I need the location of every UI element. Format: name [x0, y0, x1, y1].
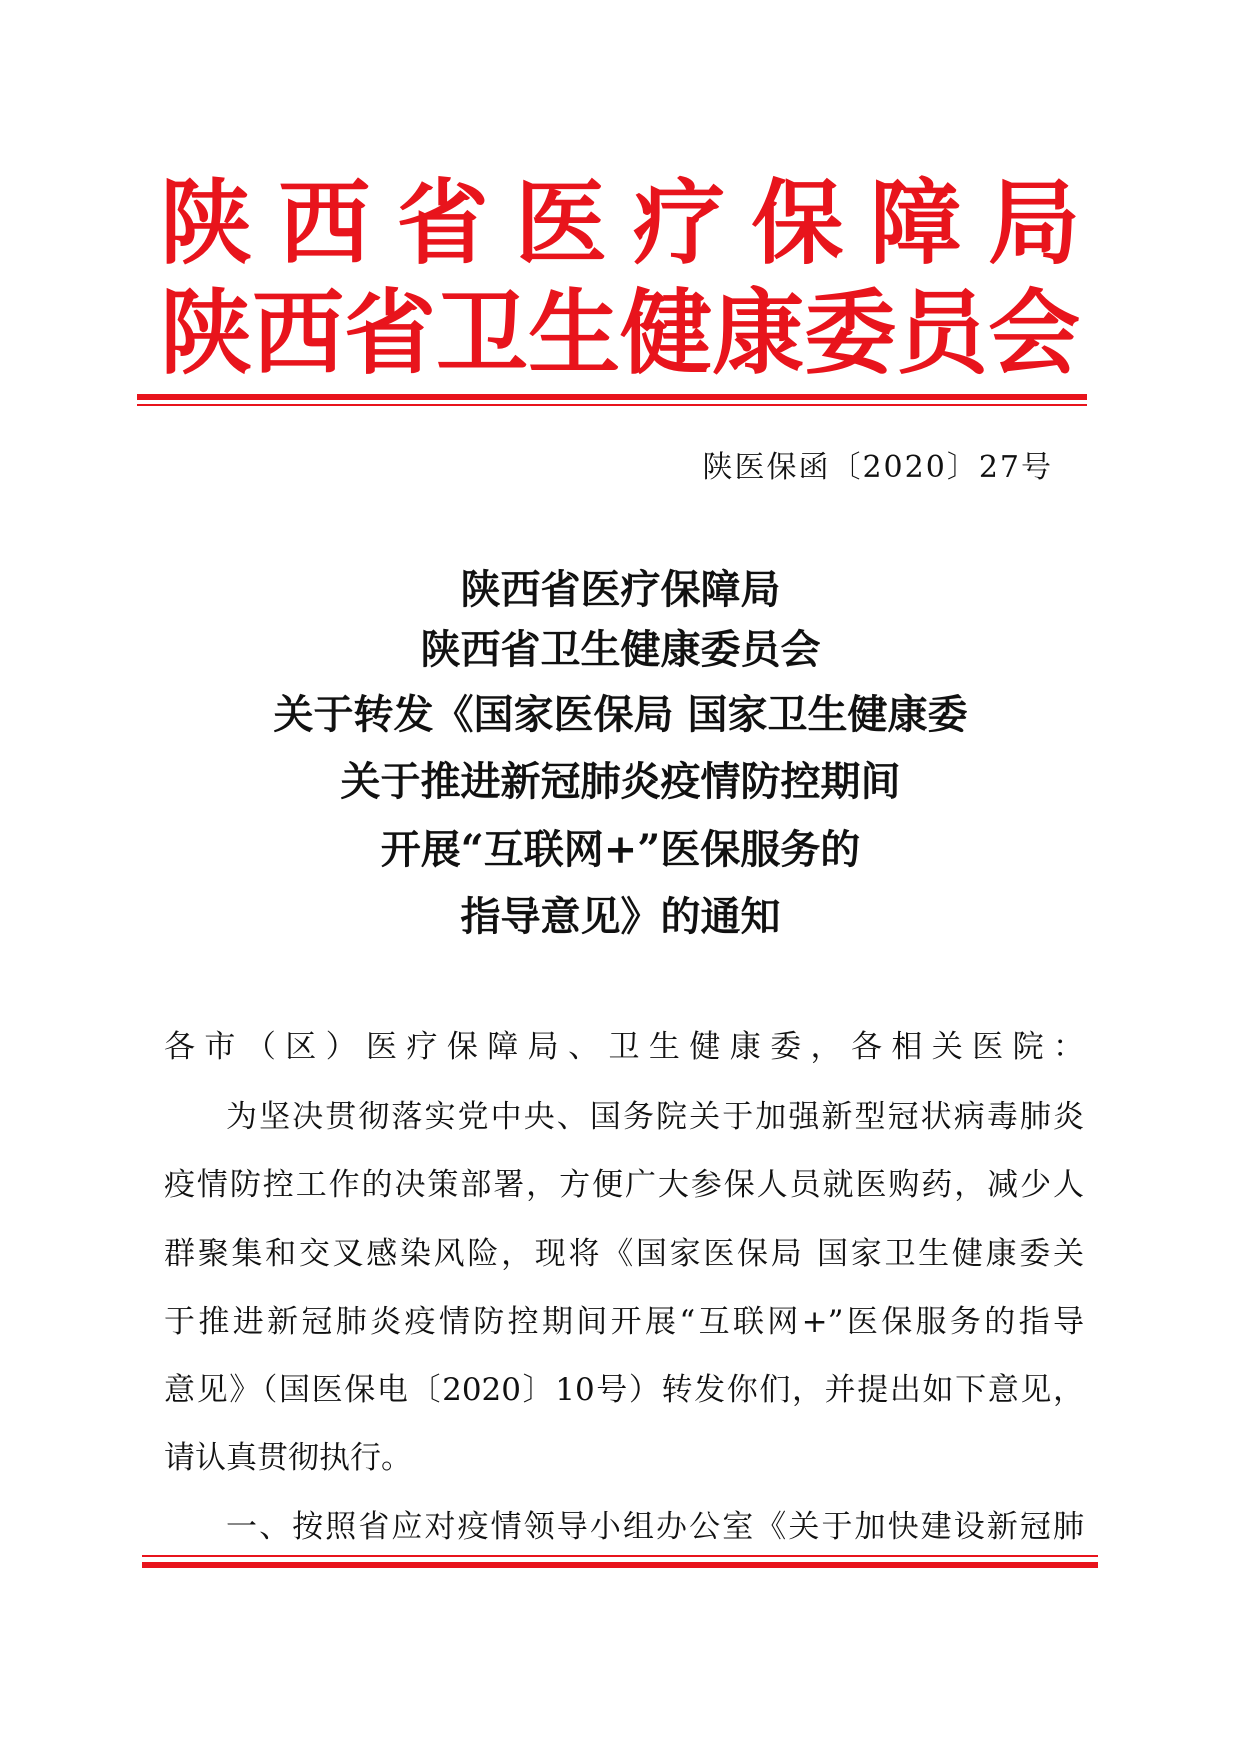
header-red-rule-thin	[137, 404, 1087, 406]
agency-char: 省	[344, 279, 437, 387]
agency-char: 保	[751, 169, 844, 277]
paragraph-1-line-2: 疫情防控工作的决策部署，方便广大参保人员就医购药，减少人	[164, 1167, 1084, 1203]
agency-char: 会	[988, 279, 1081, 387]
agency-char: 省	[396, 169, 489, 277]
footer-red-rule-thin	[142, 1555, 1098, 1557]
issuing-agency-line-1	[160, 168, 1080, 278]
agency-char: 疗	[633, 169, 726, 277]
paragraph-1-line-6: 请认真贯彻执行。	[164, 1440, 412, 1476]
agency-char: 西	[278, 169, 371, 277]
title-line-5: 开展“互联网+”医保服务的	[380, 826, 861, 873]
agency-char: 委	[804, 279, 897, 387]
agency-char: 生	[528, 279, 621, 387]
title-line-3: 关于转发《国家医保局 国家卫生健康委	[273, 691, 968, 738]
title-line-2: 陕西省卫生健康委员会	[420, 626, 821, 673]
document-number: 陕医保函〔2020〕27号	[702, 450, 1053, 485]
issuing-agency-line-2	[160, 278, 1080, 388]
agency-char: 卫	[436, 279, 529, 387]
paragraph-1-line-1: 为坚决贯彻落实党中央、国务院关于加强新型冠状病毒肺炎	[226, 1099, 1084, 1135]
agency-char: 西	[252, 279, 345, 387]
agency-char: 陕	[160, 169, 253, 277]
paragraph-1-line-4: 于推进新冠肺炎疫情防控期间开展“互联网+”医保服务的指导	[164, 1304, 1084, 1340]
agency-char: 局	[987, 169, 1080, 277]
agency-char: 员	[896, 279, 989, 387]
footer-red-rule-thick	[142, 1562, 1098, 1568]
agency-char: 医	[514, 169, 607, 277]
agency-char: 陕	[160, 279, 253, 387]
header-red-rule-thick	[137, 394, 1087, 400]
title-line-1: 陕西省医疗保障局	[460, 566, 781, 613]
paragraph-2-line-1: 一、按照省应对疫情领导小组办公室《关于加快建设新冠肺	[226, 1509, 1084, 1545]
agency-char: 健	[620, 279, 713, 387]
salutation: 各市（区）医疗保障局、卫生健康委，各相关医院：	[164, 1029, 1084, 1065]
title-line-4: 关于推进新冠肺炎疫情防控期间	[340, 758, 901, 805]
paragraph-1-line-3: 群聚集和交叉感染风险，现将《国家医保局 国家卫生健康委关	[164, 1236, 1084, 1272]
title-line-6: 指导意见》的通知	[460, 893, 781, 940]
paragraph-1-line-5: 意见》（国医保电〔2020〕10号）转发你们，并提出如下意见，	[164, 1372, 1084, 1408]
agency-char: 康	[712, 279, 805, 387]
agency-char: 障	[869, 169, 962, 277]
